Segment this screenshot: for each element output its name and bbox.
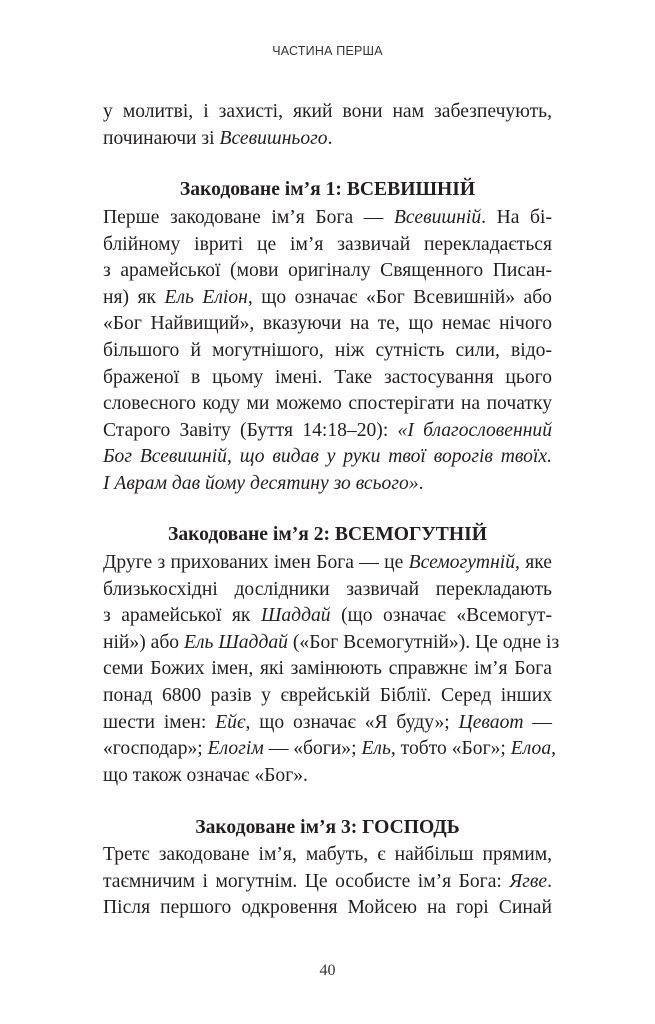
text-line [103,656,552,683]
text-span: («Бог Всемогутній»). Це одне із [287,631,560,653]
text-span: Друге з прихованих імен Бога — це [103,552,409,573]
text-span: , що означає «Я буду»; [245,711,459,733]
text-line [103,603,552,630]
italic-text: Цеваот [458,711,524,733]
text-line [103,550,552,577]
text-line [103,391,552,418]
text-span: ній») або [103,631,184,653]
text-span: ня) як [103,286,165,308]
text-span: . [418,472,424,494]
italic-text: Елоа [510,738,552,760]
text-span: з арамейської (мови оригіналу Священного Писан- [103,260,552,282]
page-number: 40 [319,962,336,979]
italic-text: Бог Всевишній, що видав у руки твої ворогів твоїх. [103,446,552,468]
text-span: , яке [515,552,552,573]
text-span: «господар»; [103,738,208,760]
text-line [103,577,552,604]
text-span: Третє закодоване ім’я, мабуть, є найбільш прямим, [103,844,552,865]
text-line [103,126,552,153]
text-line [103,311,552,338]
text-line [103,710,552,737]
text-span: блійному івриті це ім’я зазвичай перекладається [103,233,552,255]
text-line [103,869,552,896]
text-span: з арамейської як [103,605,261,627]
text-line [103,418,552,445]
text-line [103,683,552,710]
section-heading: Закодоване ім’я 2: ВСЕМОГУТНІЙ [168,524,487,545]
text-line [103,842,552,869]
running-head: ЧАСТИНА ПЕРША [272,44,383,58]
italic-text: Ягве [509,870,548,892]
text-line [103,232,552,259]
text-span: . [327,127,333,149]
text-line [103,630,560,657]
text-span: Після першого одкровення Мойсею на горі Синай [103,897,552,919]
text-span: словесного коду ми можемо спостерігати на початку [103,393,552,415]
text-line [103,99,552,126]
text-span: (що означає «Всемогут- [330,605,552,627]
italic-text: Всевишнього [219,127,328,149]
section-heading: Закодоване ім’я 1: ВСЕВИШНІЙ [179,179,476,200]
text-span: таємничим і могутнім. Це особисте ім’я Бога: [103,870,510,892]
text-line [103,736,557,763]
text-span: Старого Завіту (Буття 14:18–20): [103,419,398,441]
text-line [103,471,552,498]
text-span: починаючи зі [103,127,220,149]
text-span: семи Божих імен, які замінюють справжнє ім’я Бога [103,658,552,680]
text-span: , тобто «Бог»; [390,738,511,760]
text-span: — [523,711,552,733]
paragraph [103,842,552,922]
italic-text: Ель [361,738,391,760]
paragraph [103,99,552,152]
text-line [103,338,552,365]
italic-text: Елогім [207,738,264,760]
text-span: «Бог Найвищий», вказуючи на те, що немає нічого [103,313,552,335]
paragraph [103,550,560,789]
text-span: шести імен: [103,711,216,733]
italic-text: «І благословенний [397,419,553,441]
italic-text: Ель Шаддай [184,631,288,653]
text-line [103,763,552,790]
section-heading: Закодоване ім’я 3: ГОСПОДЬ [195,817,460,838]
italic-text: Шаддай [260,605,331,627]
text-span: — «боги»; [263,738,362,760]
text-line [103,444,552,471]
text-span: , що означає «Бог Всевишній» або [247,286,552,308]
text-span: . На бі- [481,207,552,228]
italic-text: Всевишній [393,207,482,228]
text-span: понад 6800 разів у єврейській Біблії. Серед інших [103,684,552,706]
text-line [103,365,552,392]
text-line [103,285,552,312]
text-span: . [547,870,552,892]
text-line [103,205,552,232]
text-line [103,895,552,922]
text-span: Перше закодоване ім’я Бога — [103,207,394,228]
italic-text: Всемогутній [408,552,516,573]
text-span: браженої в цьому імені. Таке застосування цього [103,366,552,388]
paragraph [103,205,552,498]
italic-text: Ейє [215,711,246,733]
italic-text: Ель Еліон [164,286,248,308]
text-span: у молитві, і захисті, який вони нам забезпечують, [103,101,552,122]
text-span: близькосхідні дослідники зазвичай перекладають [103,578,552,600]
italic-text: І Аврам дав йому десятину зо всього» [103,472,419,494]
text-span: більшого й могутнішого, ніж сутність сили, відо- [103,339,552,361]
text-line [103,258,552,285]
text-span: що також означає «Бог». [103,764,308,786]
text-span: , [551,738,557,760]
